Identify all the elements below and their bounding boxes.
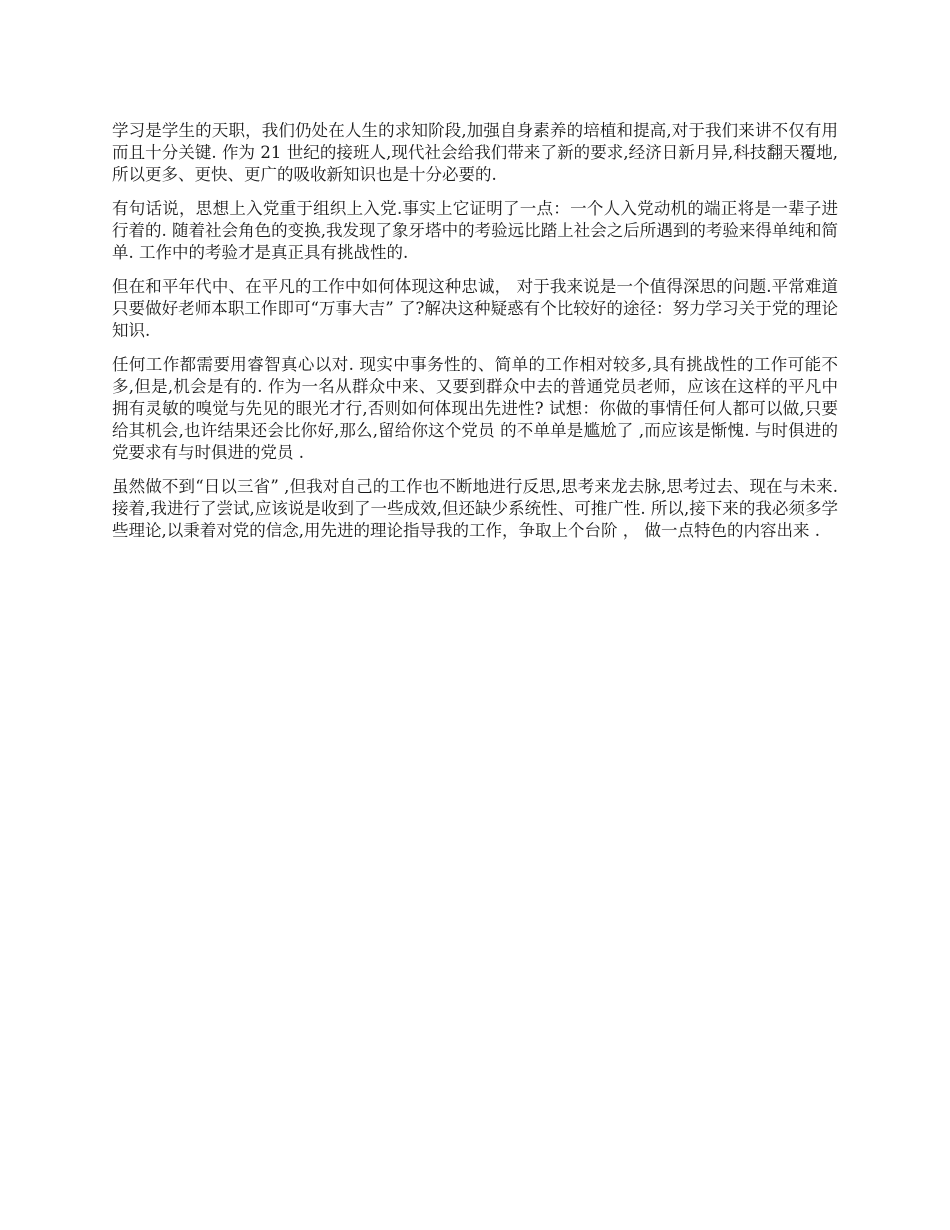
- paragraph-2: 有句话说，思想上入党重于组织上入党.事实上它证明了一点：一个人入党动机的端正将是一辈子进行着的. 随着社会角色的变换,我发现了象牙塔中的考验远比踏上社会之后所遇到的考验来得单纯和简单. 工作中的考验才是真正具有挑战性的.: [112, 199, 838, 262]
- paragraph-4: 任何工作都需要用睿智真心以对. 现实中事务性的、简单的工作相对较多,具有挑战性的工作可能不多,但是,机会是有的. 作为一名从群众中来、又要到群众中去的普通党员老师，应该在这样的平凡中拥有灵敏的嗅觉与先见的眼光才行,否则如何体现出先进性? 试想：你做的事情任何人都可以做,只要给其机会,也许结果还会比你好,那么,留给你这个党员 的不单单是尴尬了 ,而应该是惭愧. 与时俱进的党要求有与时俱进的党员 .: [112, 355, 838, 462]
- paragraph-5: 虽然做不到“日以三省” ,但我对自己的工作也不断地进行反思,思考来龙去脉,思考过去、现在与未来. 接着,我进行了尝试,应该说是收到了一些成效,但还缺少系统性、可推广性. 所以,接下来的我必须多学些理论,以秉着对党的信念,用先进的理论指导我的工作，争取上个台阶 ， 做一点特色的内容出来 .: [112, 477, 838, 540]
- paragraph-1: 学习是学生的天职，我们仍处在人生的求知阶段,加强自身素养的培植和提高,对于我们来讲不仅有用而且十分关键. 作为 21 世纪的接班人,现代社会给我们带来了新的要求,经济日新月异,科技翻天覆地,所以更多、更快、更广的吸收新知识也是十分必要的.: [112, 121, 838, 184]
- paragraph-3: 但在和平年代中、在平凡的工作中如何体现这种忠诚， 对于我来说是一个值得深思的问题.平常难道只要做好老师本职工作即可“万事大吉” 了?解决这种疑惑有个比较好的途径：努力学习关于党的理论知识.: [112, 277, 838, 340]
- document-body: [112, 120, 838, 554]
